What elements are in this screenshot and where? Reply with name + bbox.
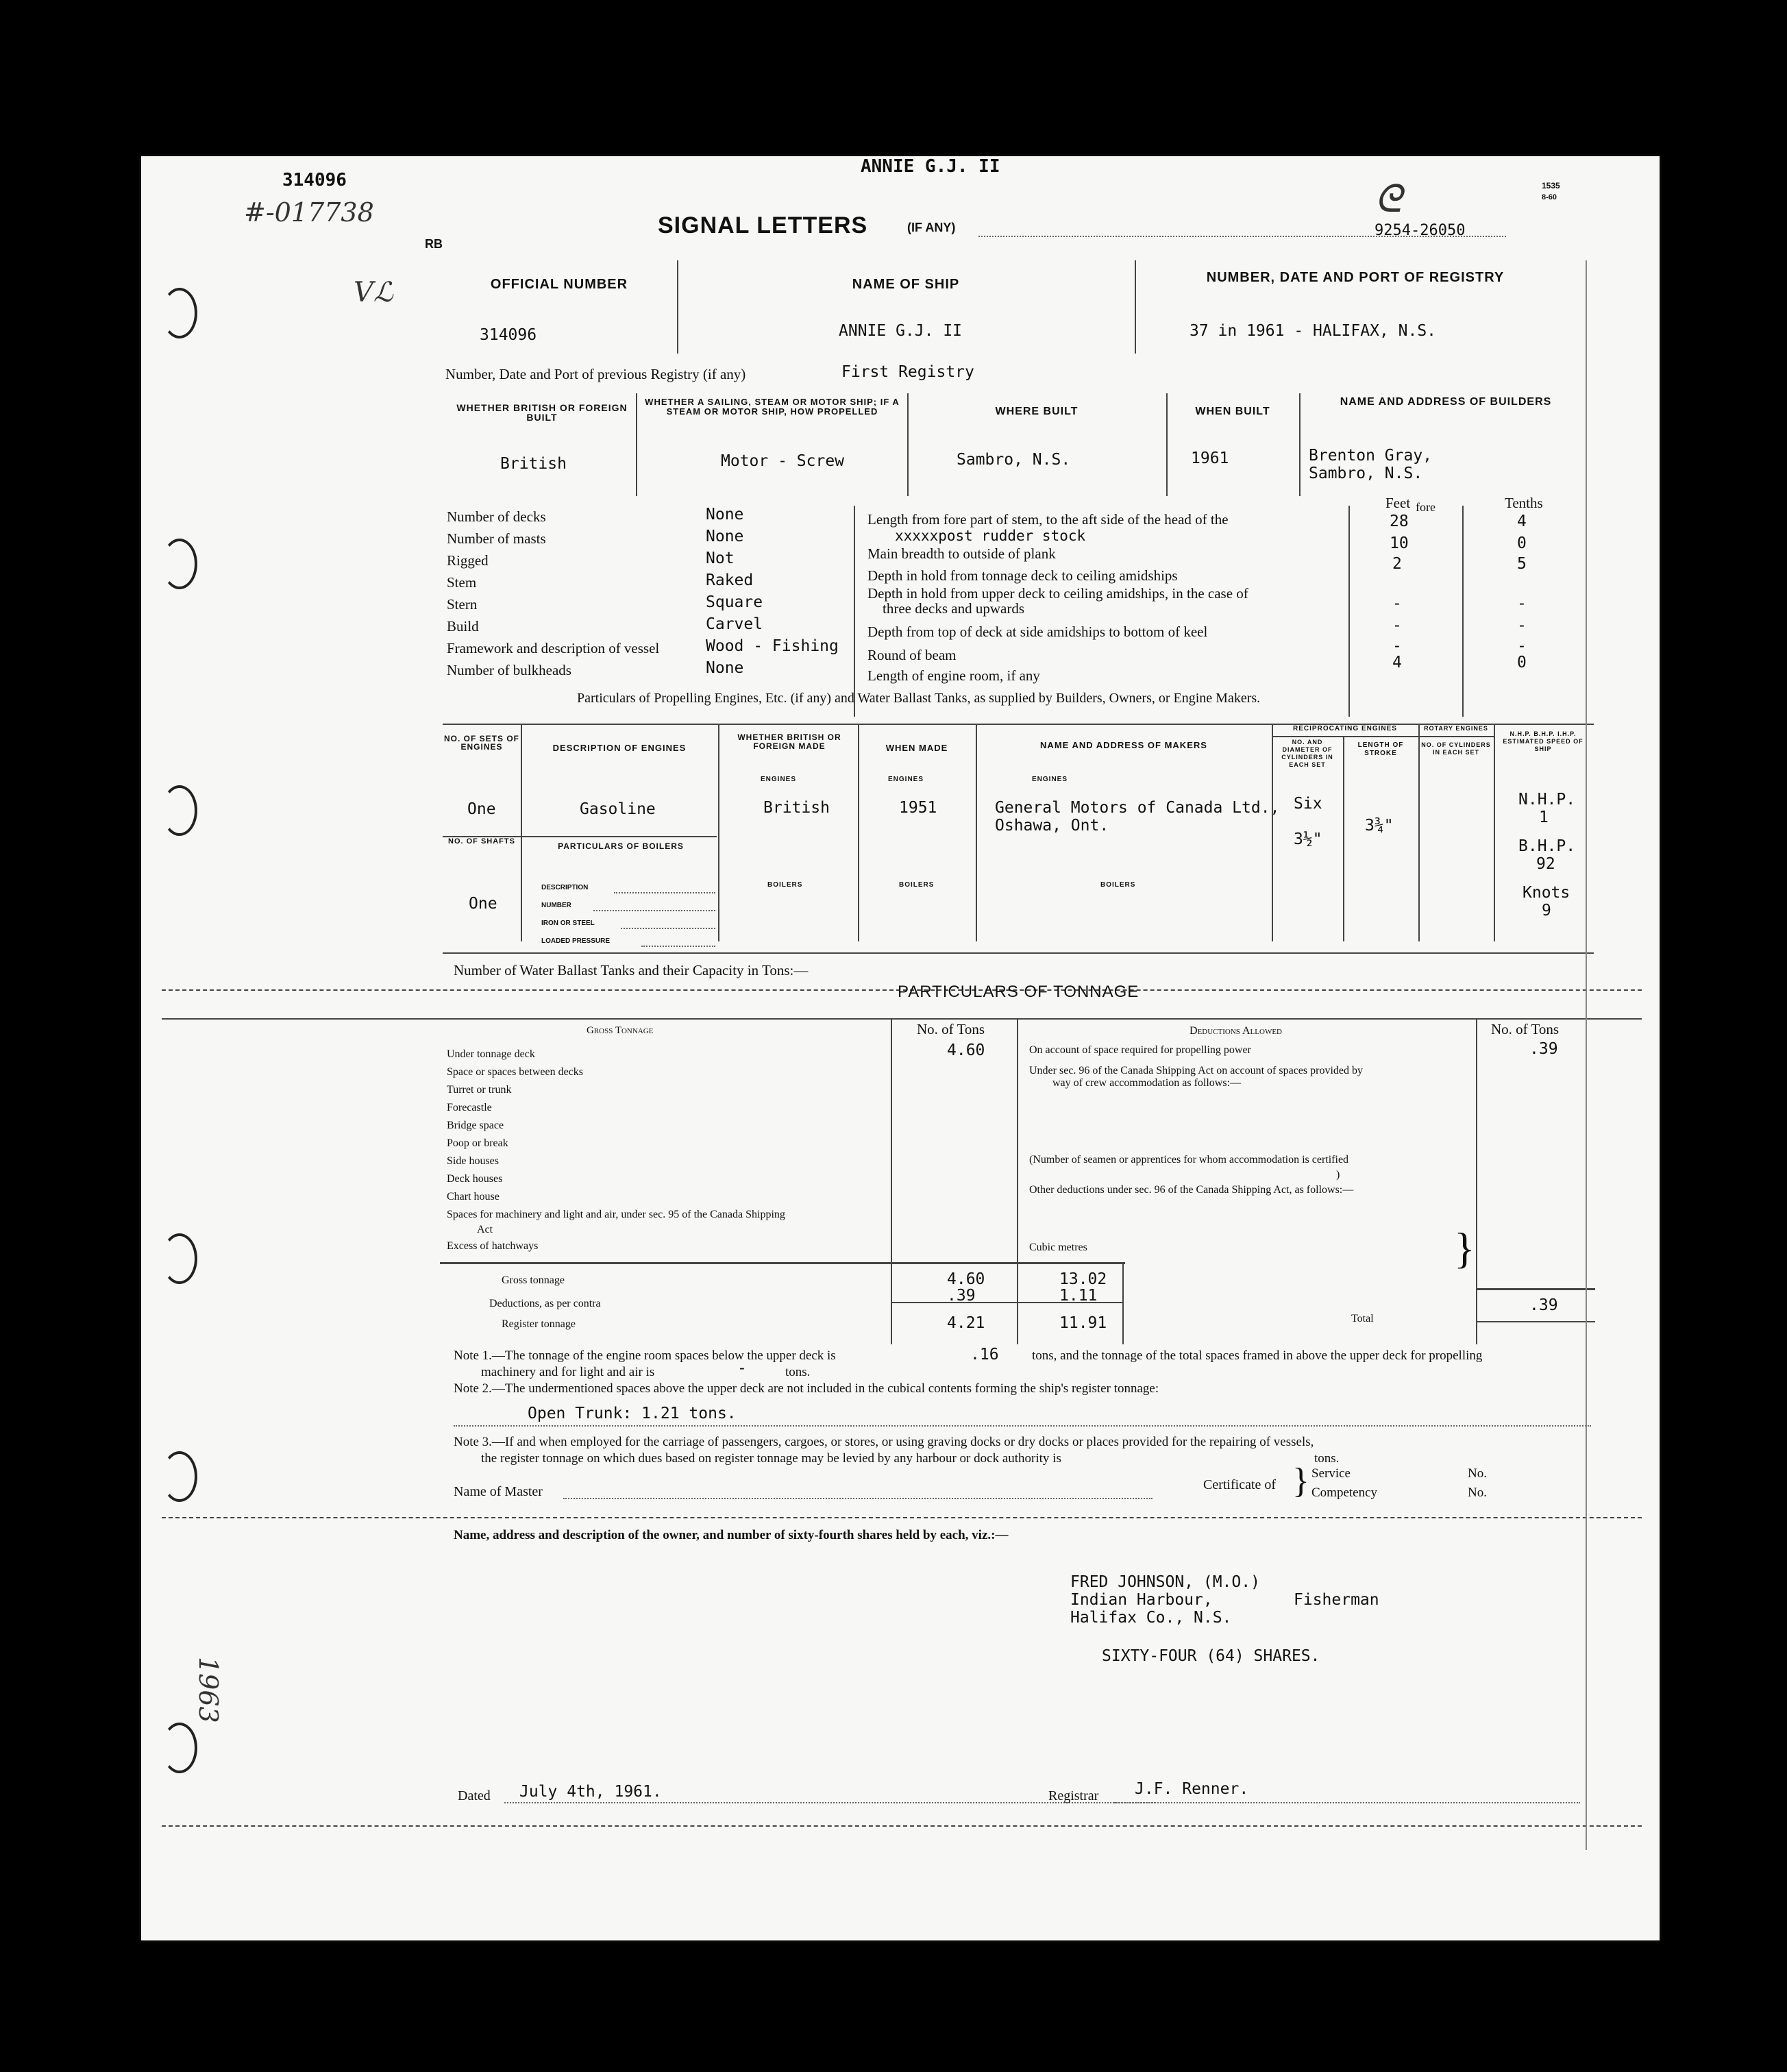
nhp: 1: [1539, 809, 1549, 826]
gross-item: Act: [477, 1224, 493, 1235]
feature-label: Number of decks: [447, 508, 546, 525]
gross-item: Deck houses: [447, 1173, 503, 1185]
when-built: 1961: [1191, 449, 1229, 467]
dimension-feet: 10: [1390, 534, 1409, 552]
col-makers-label: NAME AND ADDRESS OF MAKERS: [1040, 740, 1207, 750]
col-sets-label: NO. OF SETS OF ENGINES: [444, 734, 520, 752]
gross-item: Poop or break: [447, 1137, 508, 1149]
dated-label: Dated: [458, 1788, 491, 1803]
deductions-label: Deductions Allowed: [1190, 1025, 1282, 1037]
note2: Note 2.—The undermentioned spaces above the upper deck are not included in the cubical contents forming the ship's register tonnage:: [454, 1381, 1159, 1396]
builders-line2: Sambro, N.S.: [1309, 465, 1423, 482]
british-foreign: British: [500, 455, 567, 473]
feature-label: Stern: [447, 596, 478, 613]
dimension-tenths: -: [1517, 637, 1527, 655]
engine-sets: One: [467, 800, 496, 818]
previous-registry-label: Number, Date and Port of previous Registry (if any): [445, 366, 746, 382]
tonnage-title: PARTICULARS OF TONNAGE: [898, 983, 1139, 1001]
master-name-label: Name of Master: [454, 1484, 543, 1499]
bracket: }: [1454, 1224, 1475, 1272]
rb-mark: RB: [425, 237, 443, 251]
col-rot-cyl-label: NO. OF CYLINDERS IN EACH SET: [1421, 741, 1491, 756]
deductions-contra-label: Deductions, as per contra: [489, 1298, 601, 1309]
document-page: [141, 156, 1660, 1940]
dimension-label: Length of engine room, if any: [867, 667, 1040, 684]
note3: Note 3.—If and when employed for the carriage of passengers, cargoes, or stores, or using graving docks or dry docks or places provided for the repairing of vessels,: [454, 1435, 1314, 1449]
col-made-label: WHETHER BRITISH OR FOREIGN MADE: [737, 732, 841, 751]
owner-name: FRED JOHNSON, (M.O.): [1070, 1573, 1260, 1591]
gross-tonnage-row-label: Gross tonnage: [502, 1274, 565, 1286]
feature-value: Raked: [706, 571, 754, 589]
tenths-label: Tenths: [1505, 495, 1543, 511]
cylinders: Six: [1294, 795, 1322, 813]
boilers-sub-label: BOILERS: [1100, 881, 1136, 889]
deduction-item: On account of space required for propelling power: [1029, 1044, 1251, 1056]
note1-tons: tons.: [785, 1365, 811, 1379]
note3-tons: tons.: [1314, 1451, 1340, 1466]
total-deductions: .39: [1529, 1296, 1558, 1314]
gross-tonnage: 4.60: [947, 1270, 985, 1288]
official-number: 314096: [480, 326, 537, 344]
tons-label: No. of Tons: [917, 1021, 985, 1037]
dimension-label-2: three decks and upwards: [883, 600, 1025, 617]
ship-name-top: ANNIE G.J. II: [861, 156, 1000, 177]
official-number-top: 314096: [282, 170, 347, 190]
engines-sub-label: ENGINES: [1032, 776, 1068, 783]
engines-section-title: Particulars of Propelling Engines, Etc. (if any) and Water Ballast Tanks, as supplied by Builders, Owners, or Engine Makers.: [577, 691, 1261, 706]
gross-item: Spaces for machinery and light and air, under sec. 95 of the Canada Shipping: [447, 1209, 785, 1220]
dimension-label: Depth from top of deck at side amidships to bottom of keel: [867, 624, 1208, 640]
note2-value: Open Trunk: 1.21 tons.: [528, 1405, 737, 1422]
name-of-ship: ANNIE G.J. II: [839, 322, 963, 340]
deductions-cubic: 1.11: [1059, 1287, 1098, 1305]
gross-tonnage-label: Gross Tonnage: [587, 1025, 654, 1036]
previous-registry-value: First Registry: [841, 363, 974, 381]
seamen-note-close: ): [1336, 1169, 1340, 1181]
competency-label: Competency: [1311, 1485, 1378, 1500]
punch-hole: [162, 785, 197, 836]
gross-item: Space or spaces between decks: [447, 1066, 584, 1078]
other-deductions: Other deductions under sec. 96 of the Canada Shipping Act, as follows:—: [1029, 1184, 1354, 1196]
deduction-item: way of crew accommodation as follows:—: [1052, 1077, 1242, 1089]
signal-letters-note: (IF ANY): [907, 221, 956, 234]
note1: Note 1.—The tonnage of the engine room spaces below the upper deck is: [454, 1348, 836, 1363]
feature-value: None: [706, 659, 744, 677]
feature-label: Build: [447, 618, 479, 634]
registrar-value: J.F. Renner.: [1135, 1780, 1249, 1798]
note1-cont: tons, and the tonnage of the total spaces framed in above the upper deck for propelling: [1032, 1348, 1483, 1363]
note1-value2: -: [737, 1359, 747, 1377]
gross-cubic: 13.02: [1059, 1270, 1107, 1288]
official-number-label: OFFICIAL NUMBER: [490, 277, 628, 292]
signal-letters-label: SIGNAL LETTERS: [658, 212, 868, 238]
punch-hole: [162, 1451, 197, 1502]
handwritten-number: #-017738: [244, 197, 374, 227]
gross-item: Excess of hatchways: [447, 1240, 539, 1252]
note1-value: .16: [970, 1346, 999, 1364]
registrar-label: Registrar: [1048, 1788, 1099, 1803]
feature-value: Square: [706, 593, 763, 611]
punch-hole: [162, 1723, 197, 1773]
when-built-label: WHEN BUILT: [1195, 406, 1270, 417]
makers-line1: General Motors of Canada Ltd.,: [995, 799, 1280, 817]
dimension-tenths: 5: [1517, 555, 1527, 573]
service-label: Service: [1311, 1466, 1351, 1481]
feature-label: Rigged: [447, 552, 489, 569]
builders-line1: Brenton Gray,: [1309, 447, 1433, 465]
register-cubic: 11.91: [1059, 1314, 1107, 1332]
register-tonnage: 4.21: [947, 1314, 985, 1332]
stroke: 3¾": [1365, 817, 1394, 835]
ballast-label: Number of Water Ballast Tanks and their Capacity in Tons:—: [454, 962, 809, 978]
feet-label: Feet: [1385, 495, 1411, 511]
under-deck-tons: 4.60: [947, 1041, 985, 1059]
service-no-label: No.: [1468, 1466, 1487, 1481]
nhp-label: N.H.P.: [1518, 791, 1576, 809]
british-foreign-label: WHETHER BRITISH OR FOREIGN BUILT: [456, 402, 628, 423]
engines-sub-label: ENGINES: [888, 776, 924, 783]
dimension-feet: 2: [1392, 555, 1402, 573]
dated-value: July 4th, 1961.: [519, 1783, 662, 1801]
dimension-tenths: 0: [1517, 534, 1527, 552]
gross-item: Turret or trunk: [447, 1084, 512, 1096]
punch-hole: [162, 288, 197, 338]
feature-label: Number of masts: [447, 530, 546, 547]
feature-label: Stem: [447, 574, 477, 591]
builders-label: NAME AND ADDRESS OF BUILDERS: [1340, 396, 1552, 408]
shafts: One: [469, 895, 497, 913]
deduction-item: Under sec. 96 of the Canada Shipping Act on account of spaces provided by: [1029, 1065, 1363, 1076]
shafts-label: NO. OF SHAFTS: [448, 837, 515, 846]
feature-value: None: [706, 528, 744, 545]
handwritten-initials: Vℒ: [354, 277, 393, 308]
cylinder-diameter: 3½": [1294, 830, 1322, 848]
col-recip-label: RECIPROCATING ENGINES: [1293, 725, 1397, 732]
col-when-label: WHEN MADE: [885, 743, 948, 753]
fore-insert: fore: [1416, 500, 1435, 514]
name-of-ship-label: NAME OF SHIP: [852, 277, 960, 292]
form-date: 8-60: [1542, 193, 1557, 201]
knots: 9: [1542, 902, 1551, 920]
registry-value: 37 in 1961 - HALIFAX, N.S.: [1190, 322, 1437, 340]
length-label-2: xxxxxpost rudder stock: [895, 528, 1086, 544]
boilers-sub-label: BOILERS: [899, 881, 935, 889]
dimension-feet: -: [1392, 617, 1402, 634]
boiler-field: NUMBER: [541, 902, 571, 909]
engine-description: Gasoline: [580, 800, 656, 818]
registry-label: NUMBER, DATE AND PORT OF REGISTRY: [1206, 270, 1505, 285]
dimension-label: Depth in hold from upper deck to ceiling amidships, in the case of: [867, 585, 1248, 602]
dimension-label: Main breadth to outside of plank: [867, 545, 1056, 562]
dimension-label: Round of beam: [867, 647, 957, 663]
seamen-note: (Number of seamen or apprentices for whom accommodation is certified: [1029, 1154, 1349, 1166]
note1-line2: machinery and for light and air is: [481, 1365, 655, 1379]
length-feet: 28: [1390, 513, 1409, 530]
col-hp-label: N.H.P. B.H.P. I.H.P. ESTIMATED SPEED OF SHIP: [1503, 730, 1583, 752]
handwritten-mark: ᘓ: [1375, 177, 1402, 221]
owner-address1: Indian Harbour,: [1070, 1591, 1213, 1609]
owner-shares: SIXTY-FOUR (64) SHARES.: [1102, 1647, 1320, 1665]
total-label: Total: [1351, 1313, 1374, 1324]
dimension-tenths: -: [1517, 617, 1527, 634]
competency-no-label: No.: [1468, 1485, 1487, 1500]
certificate-label: Certificate of: [1203, 1477, 1277, 1492]
register-tonnage-label: Register tonnage: [502, 1318, 576, 1330]
feature-value: Carvel: [706, 615, 763, 633]
knots-label: Knots: [1523, 884, 1570, 902]
gross-item: Under tonnage deck: [447, 1048, 535, 1060]
bhp-label: B.H.P.: [1518, 837, 1576, 855]
length-tenths: 4: [1517, 513, 1527, 530]
punch-hole: [162, 1233, 197, 1284]
propelling-tons: .39: [1529, 1040, 1558, 1058]
col-stroke-label: LENGTH OF STROKE: [1357, 741, 1404, 757]
tons-label-right: No. of Tons: [1491, 1021, 1560, 1037]
owner-address2: Halifax Co., N.S.: [1070, 1609, 1232, 1627]
col-rotary-label: ROTARY ENGINES: [1424, 725, 1488, 732]
form-code: 1535: [1542, 181, 1560, 190]
propulsion-label: WHETHER A SAILING, STEAM OR MOTOR SHIP; IF A STEAM OR MOTOR SHIP, HOW PROPELLED: [645, 397, 900, 417]
engine-made: British: [763, 799, 830, 817]
boiler-field: LOADED PRESSURE: [541, 937, 611, 945]
dimension-feet: 4: [1392, 654, 1402, 671]
dimension-label: Depth in hold from tonnage deck to ceiling amidships: [867, 567, 1178, 584]
boilers-sub-label: BOILERS: [767, 881, 803, 889]
col-cyl-label: NO. AND DIAMETER OF CYLINDERS IN EACH SET: [1281, 739, 1333, 768]
gross-item: Side houses: [447, 1155, 499, 1167]
deductions-contra: .39: [947, 1287, 976, 1305]
boiler-field: DESCRIPTION: [541, 884, 589, 891]
gross-item: Forecastle: [447, 1102, 492, 1113]
col-desc-label: DESCRIPTION OF ENGINES: [552, 743, 687, 753]
feature-label: Number of bulkheads: [447, 662, 571, 678]
propulsion: Motor - Screw: [721, 452, 845, 470]
owner-occupation: Fisherman: [1294, 1591, 1379, 1609]
dimension-feet: -: [1392, 595, 1402, 613]
note3-line2: the register tonnage on which dues based on register tonnage may be levied by any harbour or dock authority is: [481, 1451, 1061, 1466]
engine-when-made: 1951: [899, 799, 937, 817]
gross-item: Chart house: [447, 1191, 500, 1202]
cubic-label: Cubic metres: [1029, 1242, 1087, 1253]
where-built: Sambro, N.S.: [957, 451, 1071, 469]
ref-number: 9254-26050: [1375, 222, 1466, 239]
feature-value: None: [706, 506, 744, 523]
length-label: Length from fore part of stem, to the aft side of the head of the: [867, 511, 1229, 528]
dimension-tenths: -: [1517, 595, 1527, 613]
margin-stamp: 1963: [193, 1657, 223, 1723]
boiler-field: IRON OR STEEL: [541, 920, 595, 927]
boilers-label: PARTICULARS OF BOILERS: [558, 841, 684, 851]
dimension-feet: -: [1392, 637, 1402, 655]
certificate-brace: }: [1292, 1462, 1309, 1501]
gross-item: Bridge space: [447, 1120, 504, 1131]
feature-label: Framework and description of vessel: [447, 640, 660, 656]
engines-sub-label: ENGINES: [761, 776, 797, 783]
feature-value: Not: [706, 550, 735, 567]
owner-label: Name, address and description of the owner, and number of sixty-fourth shares held by each, viz.:—: [454, 1528, 1009, 1542]
where-built-label: WHERE BUILT: [995, 406, 1079, 417]
feature-value: Wood - Fishing: [706, 637, 839, 655]
bhp: 92: [1536, 855, 1555, 873]
makers-line2: Oshawa, Ont.: [995, 817, 1109, 835]
punch-hole: [162, 539, 197, 589]
dimension-tenths: 0: [1517, 654, 1527, 671]
